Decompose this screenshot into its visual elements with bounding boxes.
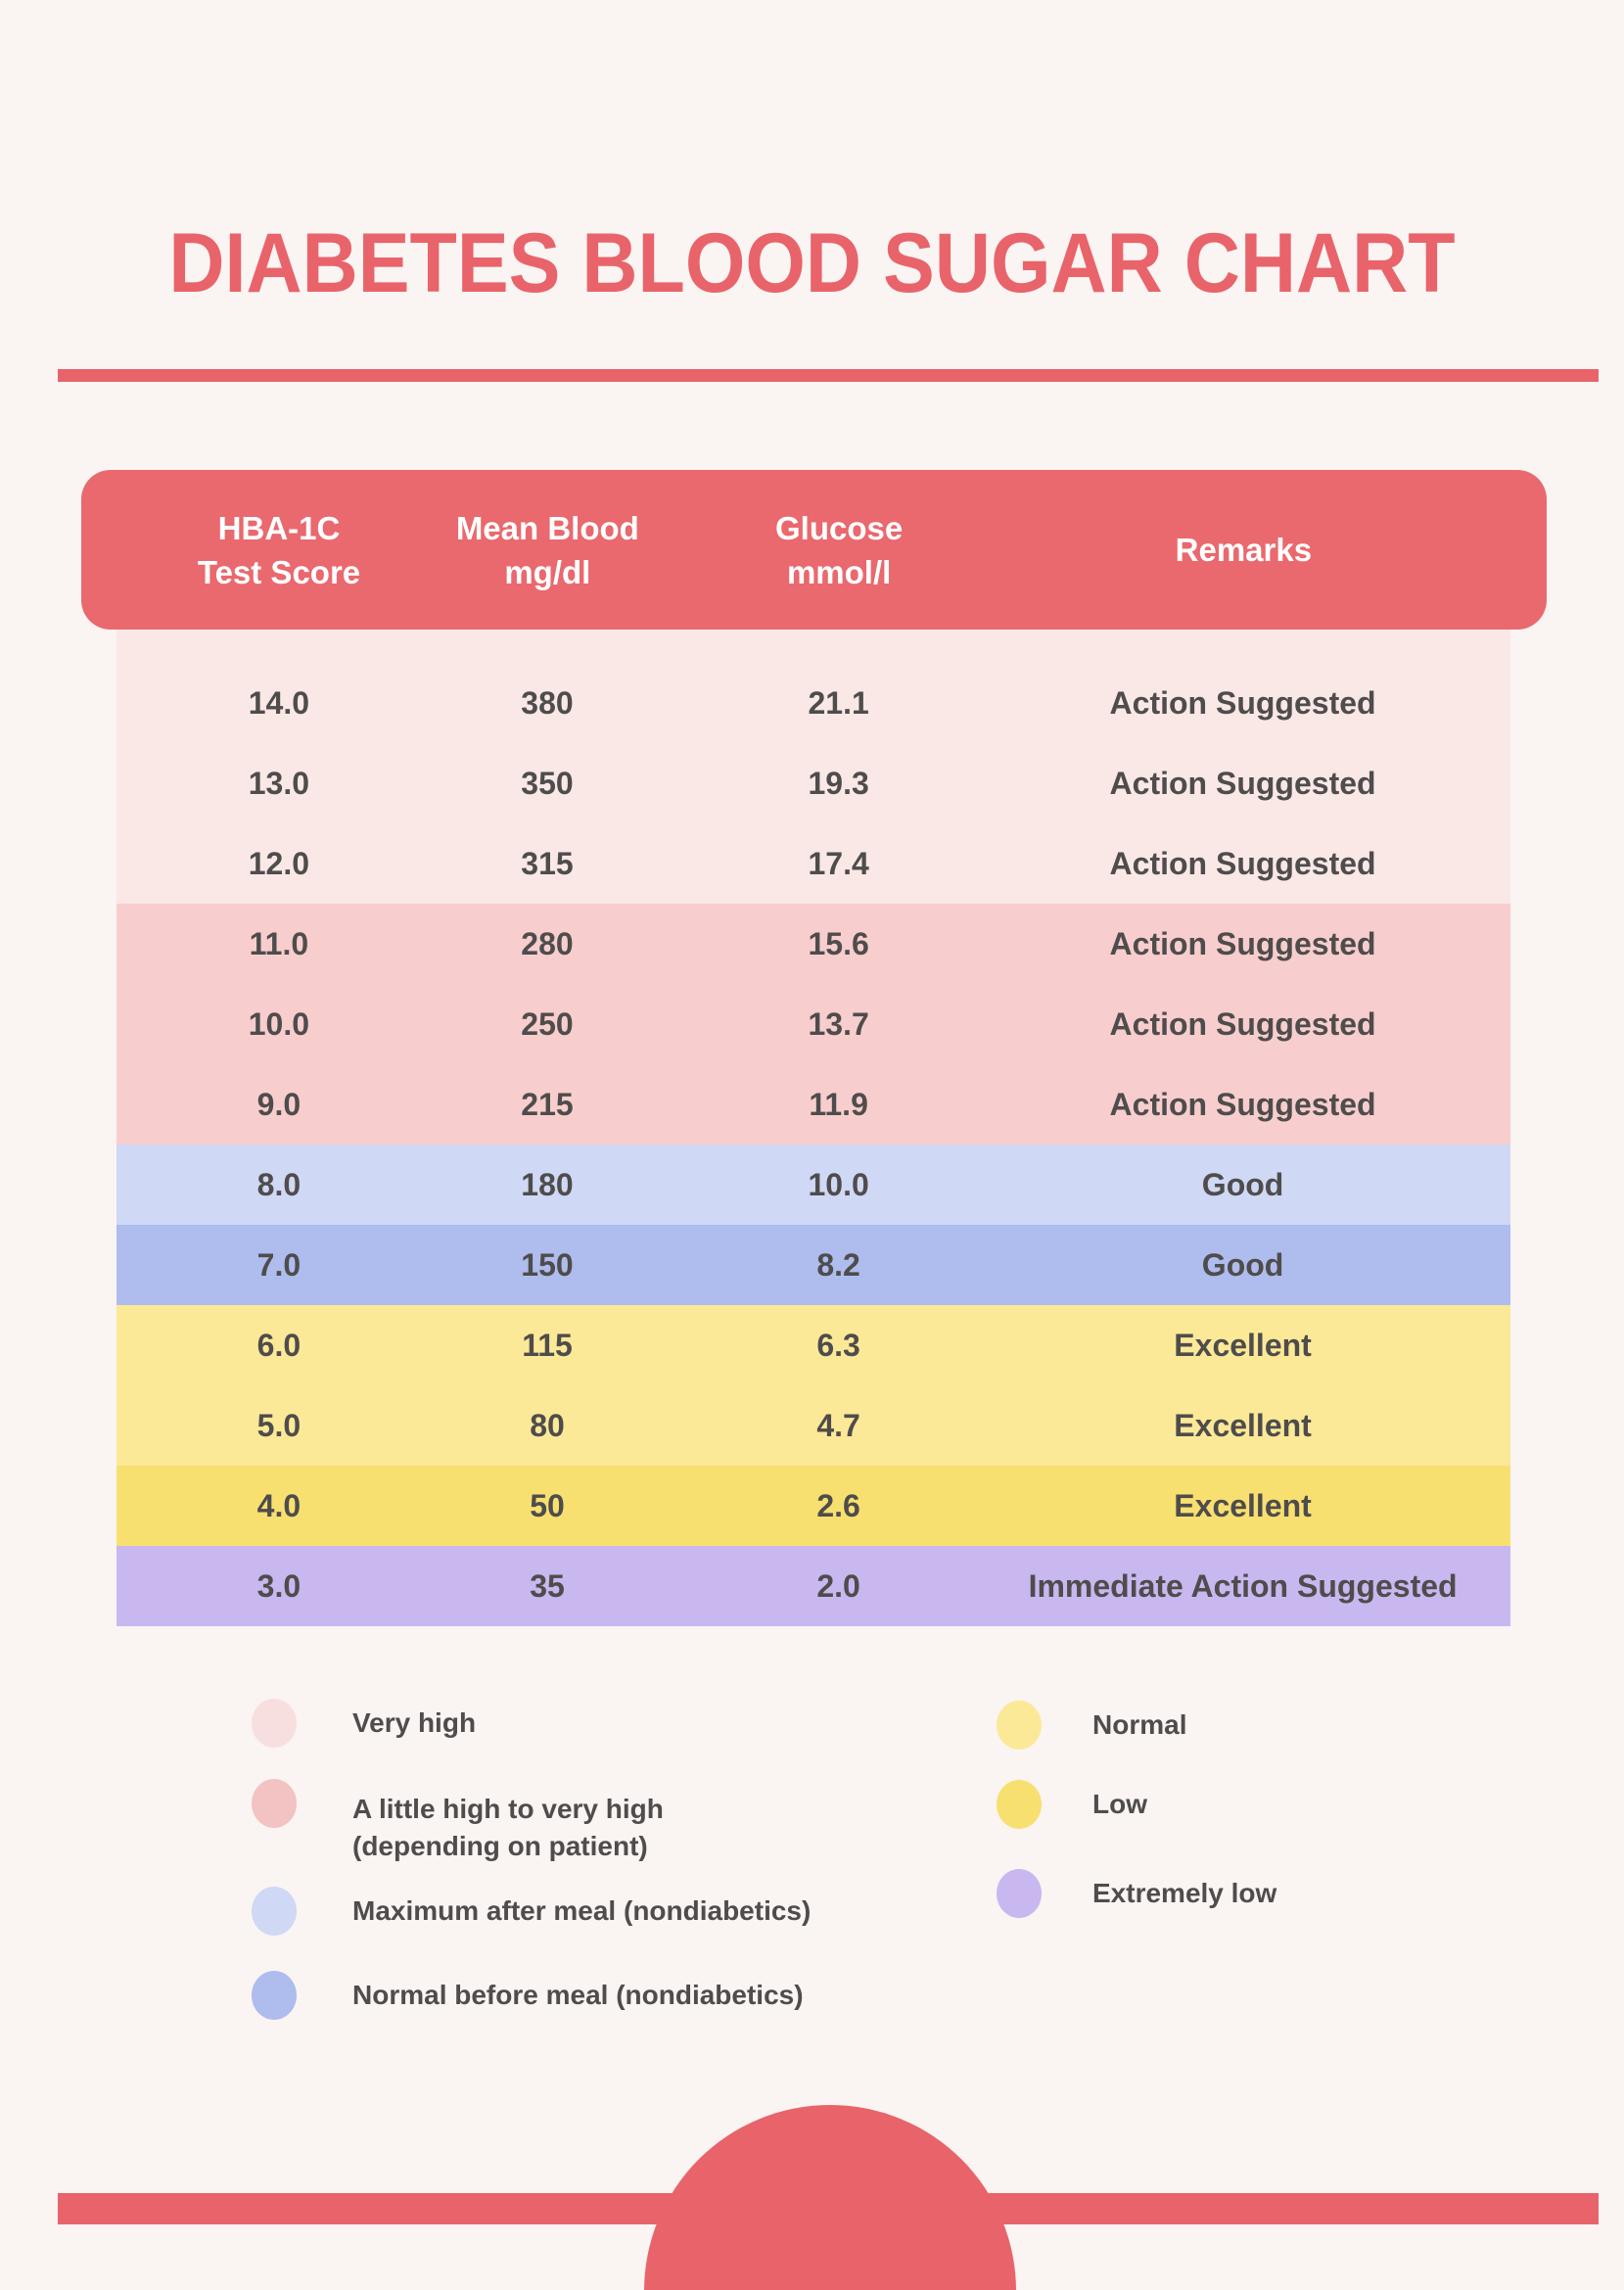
legend-dot-low: [997, 1780, 1042, 1829]
cell-hba1c: 12.0: [248, 845, 310, 881]
cell-mmol: 8.2: [816, 1246, 860, 1283]
table-row: [116, 984, 1510, 1064]
cell-mg: 35: [530, 1567, 565, 1604]
legend-dot-little-high: [252, 1779, 297, 1828]
cell-hba1c: 8.0: [256, 1166, 302, 1202]
column-header-line: Mean Blood: [455, 509, 639, 546]
cell-hba1c: 9.0: [256, 1086, 302, 1122]
cell-mmol: 13.7: [808, 1005, 869, 1042]
cell-remark: Action Suggested: [1109, 1005, 1376, 1042]
cell-remark: Excellent: [1174, 1407, 1312, 1443]
cell-mg: 315: [521, 845, 574, 881]
cell-remark: Good: [1201, 1166, 1284, 1202]
legend-dot-normal-before-meal: [252, 1971, 297, 2020]
legend-dot-normal: [997, 1701, 1042, 1750]
legend-dot-very-high: [252, 1699, 297, 1748]
column-header-line: Remarks: [1175, 532, 1313, 568]
cell-hba1c: 5.0: [256, 1407, 302, 1443]
cell-mg: 180: [521, 1166, 574, 1202]
cell-hba1c: 10.0: [248, 1005, 310, 1042]
cell-mg: 250: [521, 1005, 574, 1042]
cell-mg: 150: [521, 1246, 574, 1283]
cell-mg: 215: [521, 1086, 574, 1122]
cell-remark: Excellent: [1174, 1327, 1312, 1363]
table-row: [116, 1305, 1510, 1385]
cell-hba1c: 3.0: [256, 1567, 302, 1604]
column-header-line: Glucose: [775, 509, 904, 546]
legend-label-little-high: [352, 1791, 664, 1865]
column-header-line: mg/dl: [504, 553, 591, 590]
cell-mmol: 10.0: [808, 1166, 869, 1202]
column-header-glucose: [654, 506, 1025, 594]
cell-mg: 350: [521, 765, 574, 801]
legend-label-line: (depending on patient): [352, 1831, 648, 1861]
cell-hba1c: 4.0: [256, 1487, 302, 1523]
cell-mg: 115: [522, 1327, 573, 1363]
column-header-mean-blood: [441, 506, 654, 594]
table-row: [116, 1225, 1510, 1305]
cell-remark: Action Suggested: [1109, 845, 1376, 881]
title-divider-line: [58, 369, 1599, 382]
table-row: [116, 904, 1510, 984]
legend-label-normal-before-meal: Normal before meal (nondiabetics): [352, 1980, 804, 2010]
cell-mmol: 21.1: [808, 684, 869, 721]
cell-mmol: 4.7: [816, 1407, 860, 1443]
table-row: [116, 1064, 1510, 1145]
cell-hba1c: 7.0: [256, 1246, 302, 1283]
legend-label-max-after-meal: Maximum after meal (nondiabetics): [352, 1895, 812, 1926]
cell-mmol: 11.9: [809, 1086, 868, 1122]
table-row: [116, 1145, 1510, 1225]
cell-remark: Immediate Action Suggested: [1028, 1567, 1458, 1604]
cell-mg: 50: [530, 1487, 565, 1523]
legend-label-line: A little high to very high: [352, 1794, 664, 1824]
cell-remark: Action Suggested: [1109, 765, 1376, 801]
cell-mg: 380: [521, 684, 574, 721]
bottom-bar-decoration: [58, 2193, 1599, 2224]
column-header-line: mmol/l: [786, 553, 892, 590]
blood-sugar-table: [81, 470, 1547, 1626]
column-header-line: HBA-1C: [217, 509, 341, 546]
table-row: [116, 1385, 1510, 1466]
page-title: DIABETES BLOOD SUGAR CHART: [168, 216, 1456, 310]
cell-mmol: 2.0: [816, 1567, 860, 1604]
table-row: [116, 663, 1510, 743]
table-row: [116, 743, 1510, 823]
cell-mmol: 19.3: [808, 765, 869, 801]
cell-remark: Action Suggested: [1109, 684, 1376, 721]
cell-remark: Action Suggested: [1109, 1086, 1376, 1122]
legend-dot-max-after-meal: [252, 1887, 297, 1936]
table-row: [116, 823, 1510, 904]
table-header: [81, 470, 1547, 630]
column-header-line: Test Score: [197, 553, 361, 590]
legend-dot-extremely-low: [997, 1869, 1042, 1918]
cell-mg: 80: [530, 1407, 565, 1443]
cell-mmol: 15.6: [808, 925, 869, 961]
cell-remark: Good: [1201, 1246, 1284, 1283]
cell-remark: Excellent: [1174, 1487, 1312, 1523]
table-row: [116, 1466, 1510, 1546]
cell-mg: 280: [521, 925, 574, 961]
legend-label-very-high: Very high: [352, 1707, 477, 1738]
cell-remark: Action Suggested: [1109, 925, 1376, 961]
legend-label-extremely-low: Extremely low: [1092, 1878, 1277, 1908]
cell-hba1c: 14.0: [248, 684, 310, 721]
cell-mmol: 2.6: [816, 1487, 860, 1523]
table-row: [116, 1546, 1510, 1626]
legend-label-normal: Normal: [1092, 1709, 1187, 1740]
column-header-remarks: [1025, 528, 1462, 572]
cell-hba1c: 6.0: [256, 1327, 302, 1363]
cell-hba1c: 13.0: [248, 765, 310, 801]
cell-mmol: 17.4: [808, 845, 869, 881]
table-body: [116, 630, 1510, 1626]
cell-mmol: 6.3: [816, 1327, 860, 1363]
legend-label-low: Low: [1092, 1789, 1147, 1819]
column-header-hba1c: [116, 506, 441, 594]
cell-hba1c: 11.0: [249, 925, 309, 961]
